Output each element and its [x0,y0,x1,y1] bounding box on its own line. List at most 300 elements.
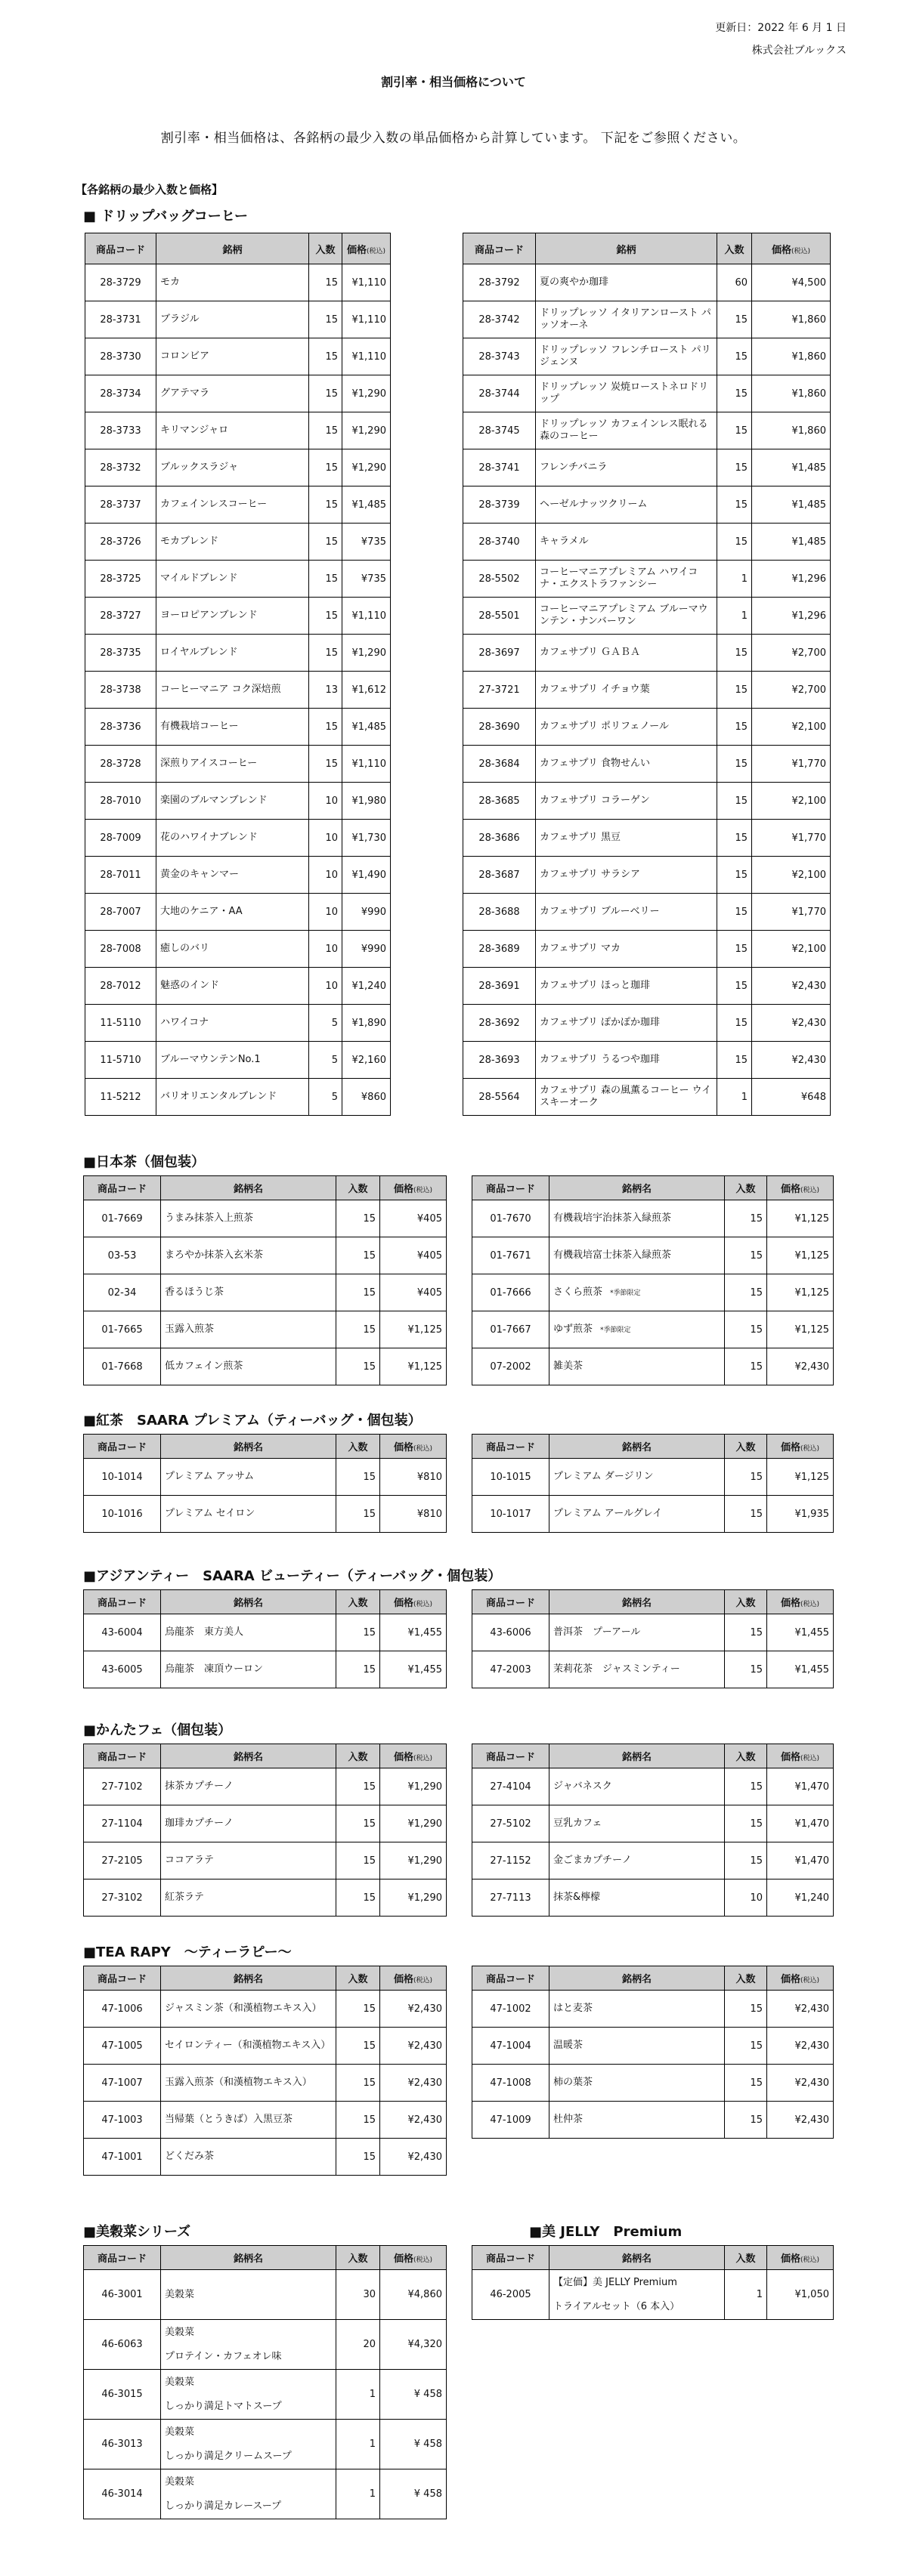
quantity: 1 [717,561,752,598]
product-code: 27-3721 [463,672,536,709]
product-name-text: モカ [160,276,181,288]
product-name-text: プレミアム アールグレイ [553,1508,663,1519]
header-label: 商品コード [97,1752,147,1763]
table-row [472,1842,834,1879]
price: ¥1,110 [342,598,391,635]
product-code: 28-3731 [85,301,156,338]
section-title-bikokusai: ■美穀菜シリーズ [83,2224,191,2240]
header-cell [725,1744,767,1768]
section-label: 【各銘柄の最少入数と価格】 [76,183,224,196]
table-row [463,1042,831,1079]
product-name [549,2065,725,2102]
product-name-text: コーヒーマニア コク深焙煎 [160,684,281,695]
quantity: 15 [717,412,752,449]
table-row [85,1042,391,1079]
price: ¥1,490 [342,857,391,894]
price: ¥2,700 [752,672,831,709]
product-name-text: モカブレンド [160,536,219,547]
product-name [156,1079,309,1116]
table-row [84,1805,447,1842]
header-cell [161,1590,336,1614]
price: ¥1,485 [342,709,391,746]
product-name-text: カフェサプリ サラシア [540,869,640,880]
quantity: 15 [717,486,752,524]
header-label: 入数 [735,1974,756,1985]
header-label: 入数 [348,1442,368,1453]
header-cell [767,1435,834,1459]
price: ¥1,770 [752,894,831,931]
product-name-text: カフェサプリ ブルーベリー [540,906,660,917]
product-name [536,338,717,375]
price: ¥1,730 [342,820,391,857]
header-label: 価格 [771,244,791,256]
tearapy-table-right [472,1966,834,2139]
quantity: 15 [336,1274,380,1311]
quantity: 15 [717,672,752,709]
price: ¥1,110 [342,746,391,783]
header-cell [472,1966,549,1991]
quantity: 15 [336,1991,380,2028]
table-row [84,1991,447,2028]
header-label: 入数 [348,1974,368,1985]
header-cell [767,1590,834,1614]
product-name-text: カフェサプリ ぽかぽか珈琲 [540,1017,660,1028]
asian-tea-table-left [83,1589,447,1688]
header-cell [472,1744,549,1768]
product-name-text: 紅茶ラテ [165,1892,205,1903]
product-name [156,338,309,375]
black-tea-table-left [83,1434,447,1533]
product-name [156,524,309,561]
product-name-text: 豆乳カフェ [553,1818,602,1829]
header-cell [380,1176,447,1200]
product-name [161,1842,336,1879]
product-name [549,1805,725,1842]
price: ¥1,290 [380,1768,447,1805]
product-name [161,2270,336,2320]
product-code: 27-1152 [472,1842,549,1879]
price: ¥1,290 [342,375,391,412]
table-row [472,1348,834,1385]
price: ¥990 [342,931,391,968]
table-row [85,1005,391,1042]
product-name-text: プレミアム セイロン [165,1508,255,1519]
product-code: 46-3015 [84,2370,161,2420]
quantity: 15 [717,301,752,338]
table-row [463,412,831,449]
product-name [161,2102,336,2139]
table-row [463,931,831,968]
table-row [85,524,391,561]
section-title-black-tea: ■紅茶 SAARA プレミアム（ティーバッグ・個包装） [83,1413,422,1429]
table-row [85,931,391,968]
table-row [463,783,831,820]
table-row [85,968,391,1005]
product-name-text: カフェサプリ ほっと珈琲 [540,980,650,991]
product-name-text: 金ごまカプチーノ [553,1855,632,1866]
product-name-text: 花のハワイナブレンド [160,832,258,843]
product-name-text: ジャスミン茶（和漢植物エキス入） [165,2003,322,2014]
header-cell [536,233,717,264]
price-tax-note: (税込) [800,2256,820,2264]
header-label: 価格 [393,1442,413,1453]
table-row [84,1614,447,1651]
product-code: 01-7667 [472,1311,549,1348]
header-cell [336,1966,380,1991]
product-code: 28-7009 [85,820,156,857]
price: ¥1,770 [752,820,831,857]
product-name-text: 当帰葉（とうきば）入黒豆茶 [165,2114,293,2125]
product-code: 28-3684 [463,746,536,783]
price: ¥1,290 [342,449,391,486]
product-name-text: キリマンジャロ [160,425,229,436]
price: ¥4,860 [380,2270,447,2320]
section-title-drip: ■ ドリップバッグコーヒー [83,208,249,224]
table-row [84,2139,447,2176]
product-name-text: 温暖茶 [553,2040,584,2051]
product-name [549,1348,725,1385]
quantity: 15 [336,1614,380,1651]
product-name-text: さくら煎茶 [553,1286,603,1298]
product-code: 28-3739 [463,486,536,524]
price: ¥2,430 [767,2102,834,2139]
header-cell [161,1176,336,1200]
quantity: 15 [717,783,752,820]
product-name [156,1042,309,1079]
header-label: 銘柄名 [621,1598,652,1609]
table-row [463,894,831,931]
product-name [536,635,717,672]
product-code: 28-3735 [85,635,156,672]
price: ¥1,860 [752,338,831,375]
table-row [84,2469,447,2519]
product-name [156,449,309,486]
product-code: 47-2003 [472,1651,549,1688]
product-code: 43-6005 [84,1651,161,1688]
price: ¥1,485 [342,486,391,524]
product-name [161,1274,336,1311]
header-label: 価格 [393,1974,413,1985]
table-row [85,1079,391,1116]
table-row [85,709,391,746]
price: ¥1,612 [342,672,391,709]
table-row [84,1842,447,1879]
price: ¥1,240 [767,1879,834,1917]
product-code: 47-1007 [84,2065,161,2102]
header-label: 商品コード [97,1598,147,1609]
header-label: 商品コード [485,1752,535,1763]
quantity: 15 [725,2102,767,2139]
product-code: 27-2105 [84,1842,161,1879]
quantity: 60 [717,264,752,301]
black-tea-table-right [472,1434,834,1533]
header-label: 銘柄名 [621,1442,652,1453]
quantity: 15 [309,412,342,449]
product-code: 10-1015 [472,1459,549,1496]
quantity: 15 [336,2102,380,2139]
quantity: 15 [717,968,752,1005]
quantity: 15 [309,635,342,672]
product-name [161,2469,336,2519]
product-code: 02-34 [84,1274,161,1311]
product-code: 28-3732 [85,449,156,486]
quantity: 15 [309,486,342,524]
quantity: 15 [725,1459,767,1496]
product-code: 47-1006 [84,1991,161,2028]
product-name-text: ゆず煎茶 [553,1323,593,1335]
header-cell [767,1176,834,1200]
product-code: 27-7113 [472,1879,549,1917]
product-code: 28-3743 [463,338,536,375]
product-name [536,783,717,820]
table-row [84,1200,447,1237]
table-row [85,783,391,820]
price: ¥1,290 [380,1805,447,1842]
header-cell [717,233,752,264]
price: ¥2,700 [752,635,831,672]
product-code: 28-3691 [463,968,536,1005]
quantity: 15 [336,1200,380,1237]
quantity: 15 [336,2139,380,2176]
product-code: 28-5501 [463,598,536,635]
product-subname: トライアルセット（6 本入） [553,2300,680,2312]
header-label: 入数 [735,1442,756,1453]
header-cell [380,1435,447,1459]
header-cell [549,1966,725,1991]
quantity: 15 [717,1005,752,1042]
product-code: 01-7671 [472,1237,549,1274]
header-label: 銘柄名 [233,1752,263,1763]
product-name [156,598,309,635]
product-name-text: 玉露入煎茶 [165,1324,215,1335]
table-row [472,1459,834,1496]
product-code: 28-3745 [463,412,536,449]
quantity: 15 [717,820,752,857]
product-name-text: カフェサプリ ＧＡＢＡ [540,647,640,658]
table-row [463,857,831,894]
header-label: 入数 [315,244,336,256]
product-code: 28-3736 [85,709,156,746]
price: ¥2,430 [752,968,831,1005]
price: ¥1,296 [752,561,831,598]
update-info [715,17,847,62]
quantity: 15 [725,1200,767,1237]
product-name-text: 普洱茶 プーアール [553,1626,641,1638]
product-name-text: ドリップレッソ 炭焼ローストネロドリップ [540,381,709,405]
quantity: 15 [309,524,342,561]
price: ¥1,470 [767,1805,834,1842]
product-name [161,1879,336,1917]
product-name [536,486,717,524]
quantity: 15 [309,375,342,412]
price: ¥1,485 [752,449,831,486]
header-cell [549,1744,725,1768]
price-tax-note: (税込) [366,247,386,255]
product-name-text: 烏龍茶 凍頂ウーロン [165,1663,264,1675]
price: ¥1,455 [767,1651,834,1688]
product-name [536,968,717,1005]
header-label: 価格 [780,1442,800,1453]
table-row [472,1200,834,1237]
header-label: 銘柄名 [621,1184,652,1195]
table-row [85,857,391,894]
product-code: 28-3737 [85,486,156,524]
product-name-text: セイロンティー（和漢植物エキス入） [165,2040,331,2051]
product-name-text: どくだみ茶 [165,2151,215,2162]
header-cell [336,1176,380,1200]
kantan-cafe-table-right [472,1744,834,1917]
header-cell [84,1966,161,1991]
price-tax-note: (税込) [413,1187,433,1194]
product-name-text: バリオリエンタルブレンド [160,1091,277,1102]
header-label: 入数 [348,2253,368,2265]
table-row [85,820,391,857]
price: ¥405 [380,1274,447,1311]
quantity: 15 [725,2028,767,2065]
table-row [463,1079,831,1116]
product-name [536,1042,717,1079]
price: ¥2,430 [380,2028,447,2065]
product-name [156,746,309,783]
header-cell [463,233,536,264]
price: ¥2,430 [767,1991,834,2028]
header-label: 入数 [735,1184,756,1195]
product-name-text: カフェサプリ うるつや珈琲 [540,1054,660,1065]
quantity: 1 [717,598,752,635]
product-name [549,1879,725,1917]
drip-table-left [85,233,391,1116]
price: ¥1,125 [767,1237,834,1274]
quantity: 5 [309,1042,342,1079]
table-row [472,1651,834,1688]
product-code: 46-6063 [84,2320,161,2370]
product-name-text: カフェサプリ ポリフェノール [540,721,669,732]
header-label: 入数 [348,1184,368,1195]
product-name [536,598,717,635]
product-name-text: ドリップレッソ イタリアンロースト パッソオーネ [540,307,711,331]
product-name-text: カフェサプリ 黒豆 [540,832,621,843]
product-name [156,412,309,449]
product-name-text: 低カフェイン煎茶 [165,1361,243,1372]
product-code: 43-6006 [472,1614,549,1651]
section-title-asian-tea: ■アジアンティー SAARA ビューティー（ティーバッグ・個包装） [83,1568,502,1584]
product-name-text: ヘーゼルナッツクリーム [540,499,648,510]
product-code: 28-3693 [463,1042,536,1079]
quantity: 15 [309,338,342,375]
table-row [85,264,391,301]
product-name [161,1991,336,2028]
price: ¥990 [342,894,391,931]
product-name [549,1842,725,1879]
section-title-jelly: ■美 JELLY Premium [529,2224,683,2240]
product-name [161,1459,336,1496]
price: ¥1,110 [342,264,391,301]
header-cell [549,1176,725,1200]
product-name-text: ジャバネスク [553,1781,612,1792]
quantity: 15 [725,2065,767,2102]
header-cell [725,1435,767,1459]
product-name [549,1614,725,1651]
price: ¥1,455 [380,1651,447,1688]
header-label: 商品コード [474,244,524,256]
quantity: 15 [336,1768,380,1805]
header-label: 商品コード [485,1974,535,1985]
quantity: 13 [309,672,342,709]
header-cell [380,1744,447,1768]
quantity: 10 [309,968,342,1005]
quantity: 15 [717,338,752,375]
header-label: 価格 [780,1184,800,1195]
product-name-text: 抹茶&檸檬 [553,1892,601,1903]
header-cell [336,1590,380,1614]
price: ¥2,430 [767,2028,834,2065]
price: ¥860 [342,1079,391,1116]
product-code: 46-3013 [84,2420,161,2469]
seasonal-note: *季節限定 [610,1289,641,1297]
product-code: 28-3686 [463,820,536,857]
table-row [84,2270,447,2320]
product-code: 28-3729 [85,264,156,301]
product-name-text: 美穀菜 [165,2476,195,2488]
product-name [536,301,717,338]
product-name-text: プレミアム ダージリン [553,1471,654,1482]
price: ¥1,125 [767,1459,834,1496]
header-label: 銘柄 [616,244,636,256]
product-code: 28-3728 [85,746,156,783]
product-code: 28-3792 [463,264,536,301]
header-label: 商品コード [97,2253,147,2265]
product-name-text: カフェインレスコーヒー [160,499,268,510]
product-name-text: 有機栽培富士抹茶入緑煎茶 [553,1249,672,1261]
product-name [161,1348,336,1385]
product-name [161,2320,336,2370]
product-name [161,1614,336,1651]
product-name-text: マイルドブレンド [160,573,238,584]
product-name [549,1768,725,1805]
product-name-text: 黄金のキャンマー [160,869,240,880]
price: ¥1,455 [767,1614,834,1651]
header-cell [472,1435,549,1459]
table-row [472,1311,834,1348]
product-name-text: カフェサプリ コラーゲン [540,795,650,806]
product-name [161,2420,336,2469]
product-name [156,1005,309,1042]
product-name-text: ドリップレッソ フレンチロースト パリジェンヌ [540,344,711,368]
table-row [472,1237,834,1274]
product-name-text: フレンチバニラ [540,462,608,473]
quantity: 1 [336,2370,380,2420]
product-name-text: 有機栽培コーヒー [160,721,239,732]
product-name-text: はと麦茶 [553,2003,593,2014]
price: ¥4,320 [380,2320,447,2370]
header-label: 入数 [735,1598,756,1609]
table-row [472,1768,834,1805]
product-code: 28-3741 [463,449,536,486]
quantity: 15 [309,264,342,301]
price: ¥2,100 [752,931,831,968]
header-cell [725,1176,767,1200]
header-cell [380,1590,447,1614]
table-row [463,598,831,635]
price: ¥1,470 [767,1768,834,1805]
table-row [84,2102,447,2139]
product-name [156,783,309,820]
header-label: 価格 [780,1752,800,1763]
header-cell [161,1744,336,1768]
product-code: 28-7012 [85,968,156,1005]
product-name-text: ロイヤルブレンド [160,647,238,658]
table-row [85,672,391,709]
